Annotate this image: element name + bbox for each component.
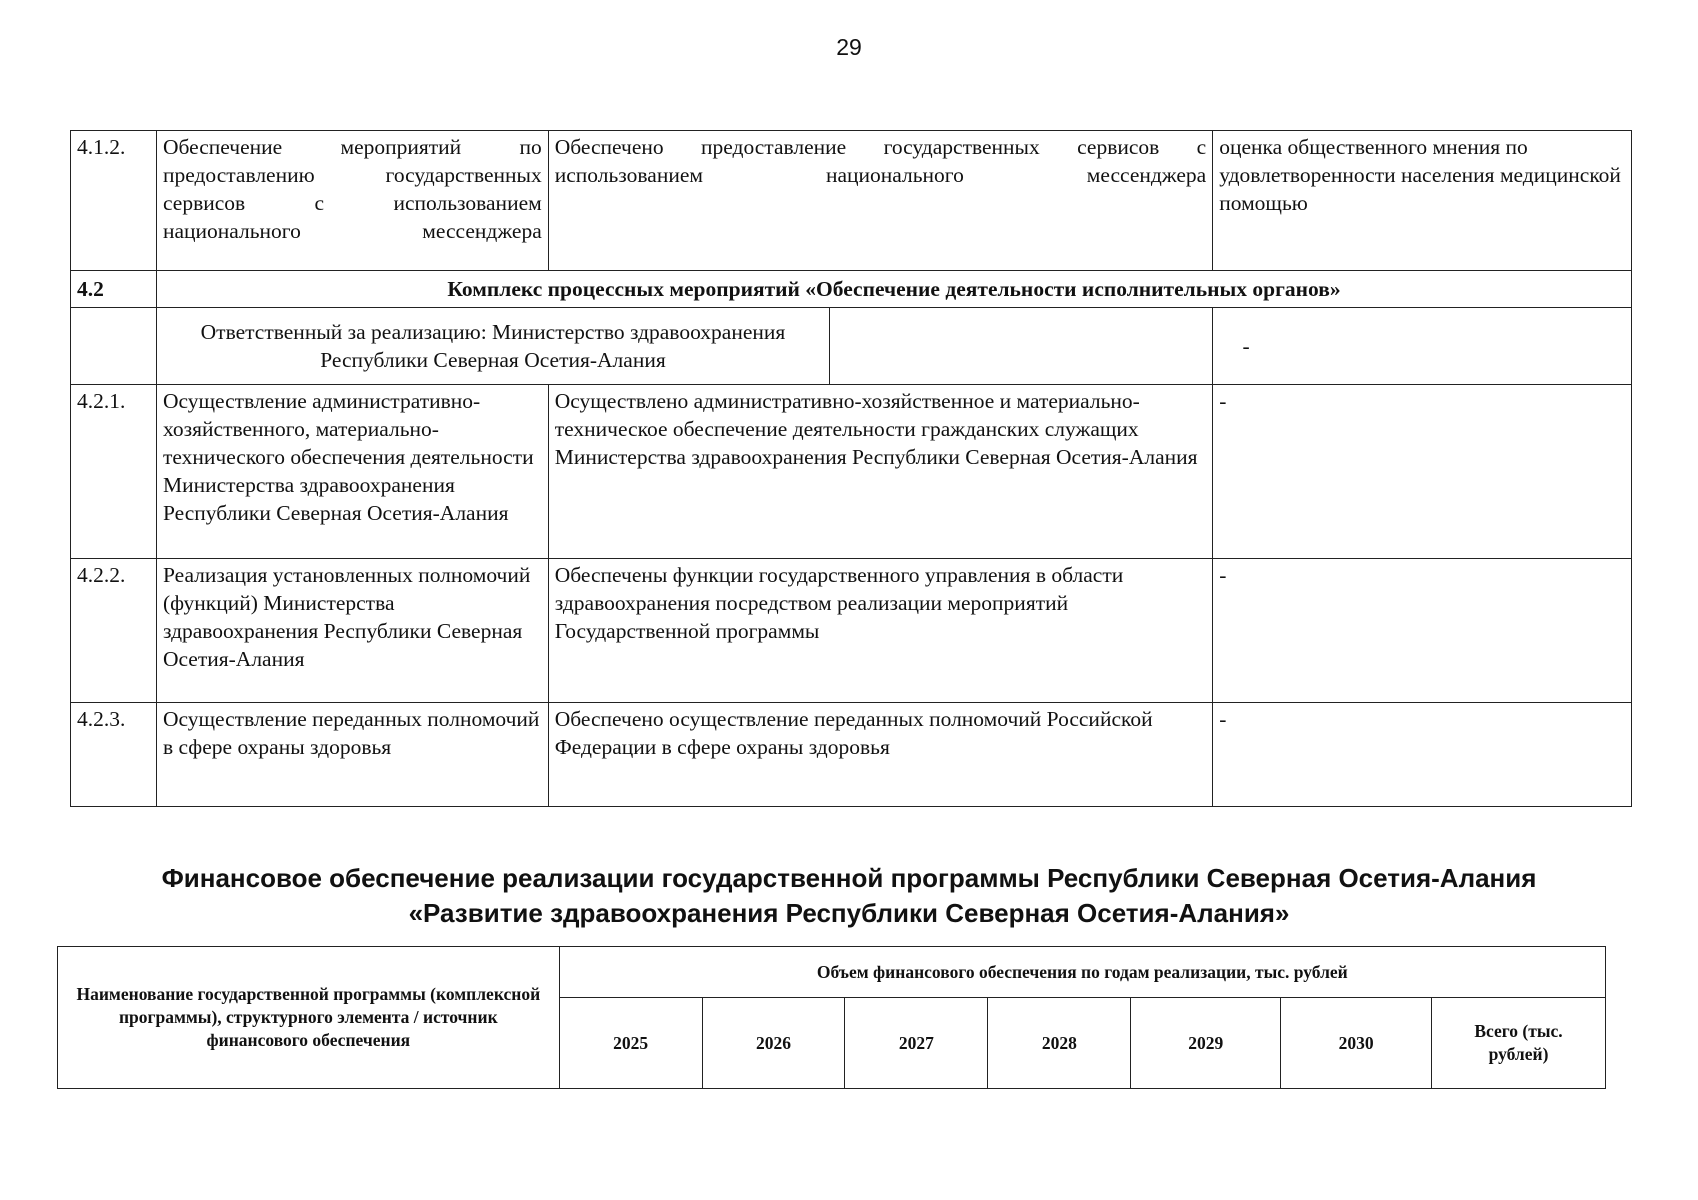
year-2030: 2030 [1281, 998, 1432, 1089]
row-number: 4.2.1. [71, 385, 157, 559]
header-name: Наименование государственной программы (комплексной программы), структурного элемента / источник финансового обеспечения [58, 947, 560, 1089]
activity-name: Обеспечение мероприятий по предоставлению государственных сервисов с использованием национального мессенджера [156, 131, 548, 271]
responsible-text: Ответственный за реализацию: Министерство здравоохранения Республики Северная Осетия-Алания [157, 308, 830, 384]
section-number: 4.2 [71, 271, 157, 308]
activity-indicator: - [1213, 703, 1632, 807]
activity-indicator: - [1213, 559, 1632, 703]
header-volume: Объем финансового обеспечения по годам реализации, тыс. рублей [559, 947, 1605, 998]
year-2026: 2026 [702, 998, 845, 1089]
table-row-4-2-2 [71, 559, 1632, 703]
financing-header-row [58, 947, 1606, 998]
table-row-4-2-3 [71, 703, 1632, 807]
responsible-value: - [1242, 334, 1250, 358]
activities-table [70, 130, 1632, 807]
page-number: 29 [836, 34, 862, 60]
empty-cell [71, 308, 157, 385]
table-row-4-1-2 [71, 131, 1632, 271]
section-title: Комплекс процессных мероприятий «Обеспечение деятельности исполнительных органов» [156, 271, 1631, 308]
financing-title-line2: «Развитие здравоохранения Республики Северная Осетия-Алания» [408, 898, 1290, 928]
financing-title-line1: Финансовое обеспечение реализации государственной программы Республики Северная Осетия-Алания [161, 863, 1537, 893]
year-2029: 2029 [1131, 998, 1281, 1089]
responsible-row [71, 308, 1632, 385]
responsible-inner [157, 308, 1250, 384]
activity-result: Осуществлено административно-хозяйственное и материально-техническое обеспечение деятельности гражданских служащих Министерства здравоохранения Республики Северная Осетия-Алания [548, 385, 1212, 559]
year-2025: 2025 [559, 998, 702, 1089]
year-2027: 2027 [845, 998, 988, 1089]
row-number: 4.1.2. [71, 131, 157, 271]
row-number: 4.2.3. [71, 703, 157, 807]
activity-result: Обеспечены функции государственного управления в области здравоохранения посредством реализации мероприятий Государственной программы [548, 559, 1212, 703]
section-row-4-2 [71, 271, 1632, 308]
activity-indicator: оценка общественного мнения по удовлетворенности населения медицинской помощью [1213, 131, 1632, 271]
year-2028: 2028 [988, 998, 1131, 1089]
activity-name: Осуществление переданных полномочий в сфере охраны здоровья [156, 703, 548, 807]
activity-indicator: - [1213, 385, 1632, 559]
activity-name: Реализация установленных полномочий (функций) Министерства здравоохранения Республики Северная Осетия-Алания [156, 559, 548, 703]
total-header: Всего (тыс. рублей) [1432, 998, 1606, 1089]
activity-name: Осуществление административно-хозяйственного, материально-технического обеспечения деятельности Министерства здравоохранения Республики Северная Осетия-Алания [156, 385, 548, 559]
activity-result: Обеспечено предоставление государственных сервисов с использованием национального мессенджера [548, 131, 1212, 271]
responsible-cell [156, 308, 1250, 385]
table-row-4-2-1 [71, 385, 1632, 559]
financing-table [57, 946, 1606, 1089]
activity-result: Обеспечено осуществление переданных полномочий Российской Федерации в сфере охраны здоровья [548, 703, 1212, 807]
row-number: 4.2.2. [71, 559, 157, 703]
financing-heading [0, 861, 1698, 931]
